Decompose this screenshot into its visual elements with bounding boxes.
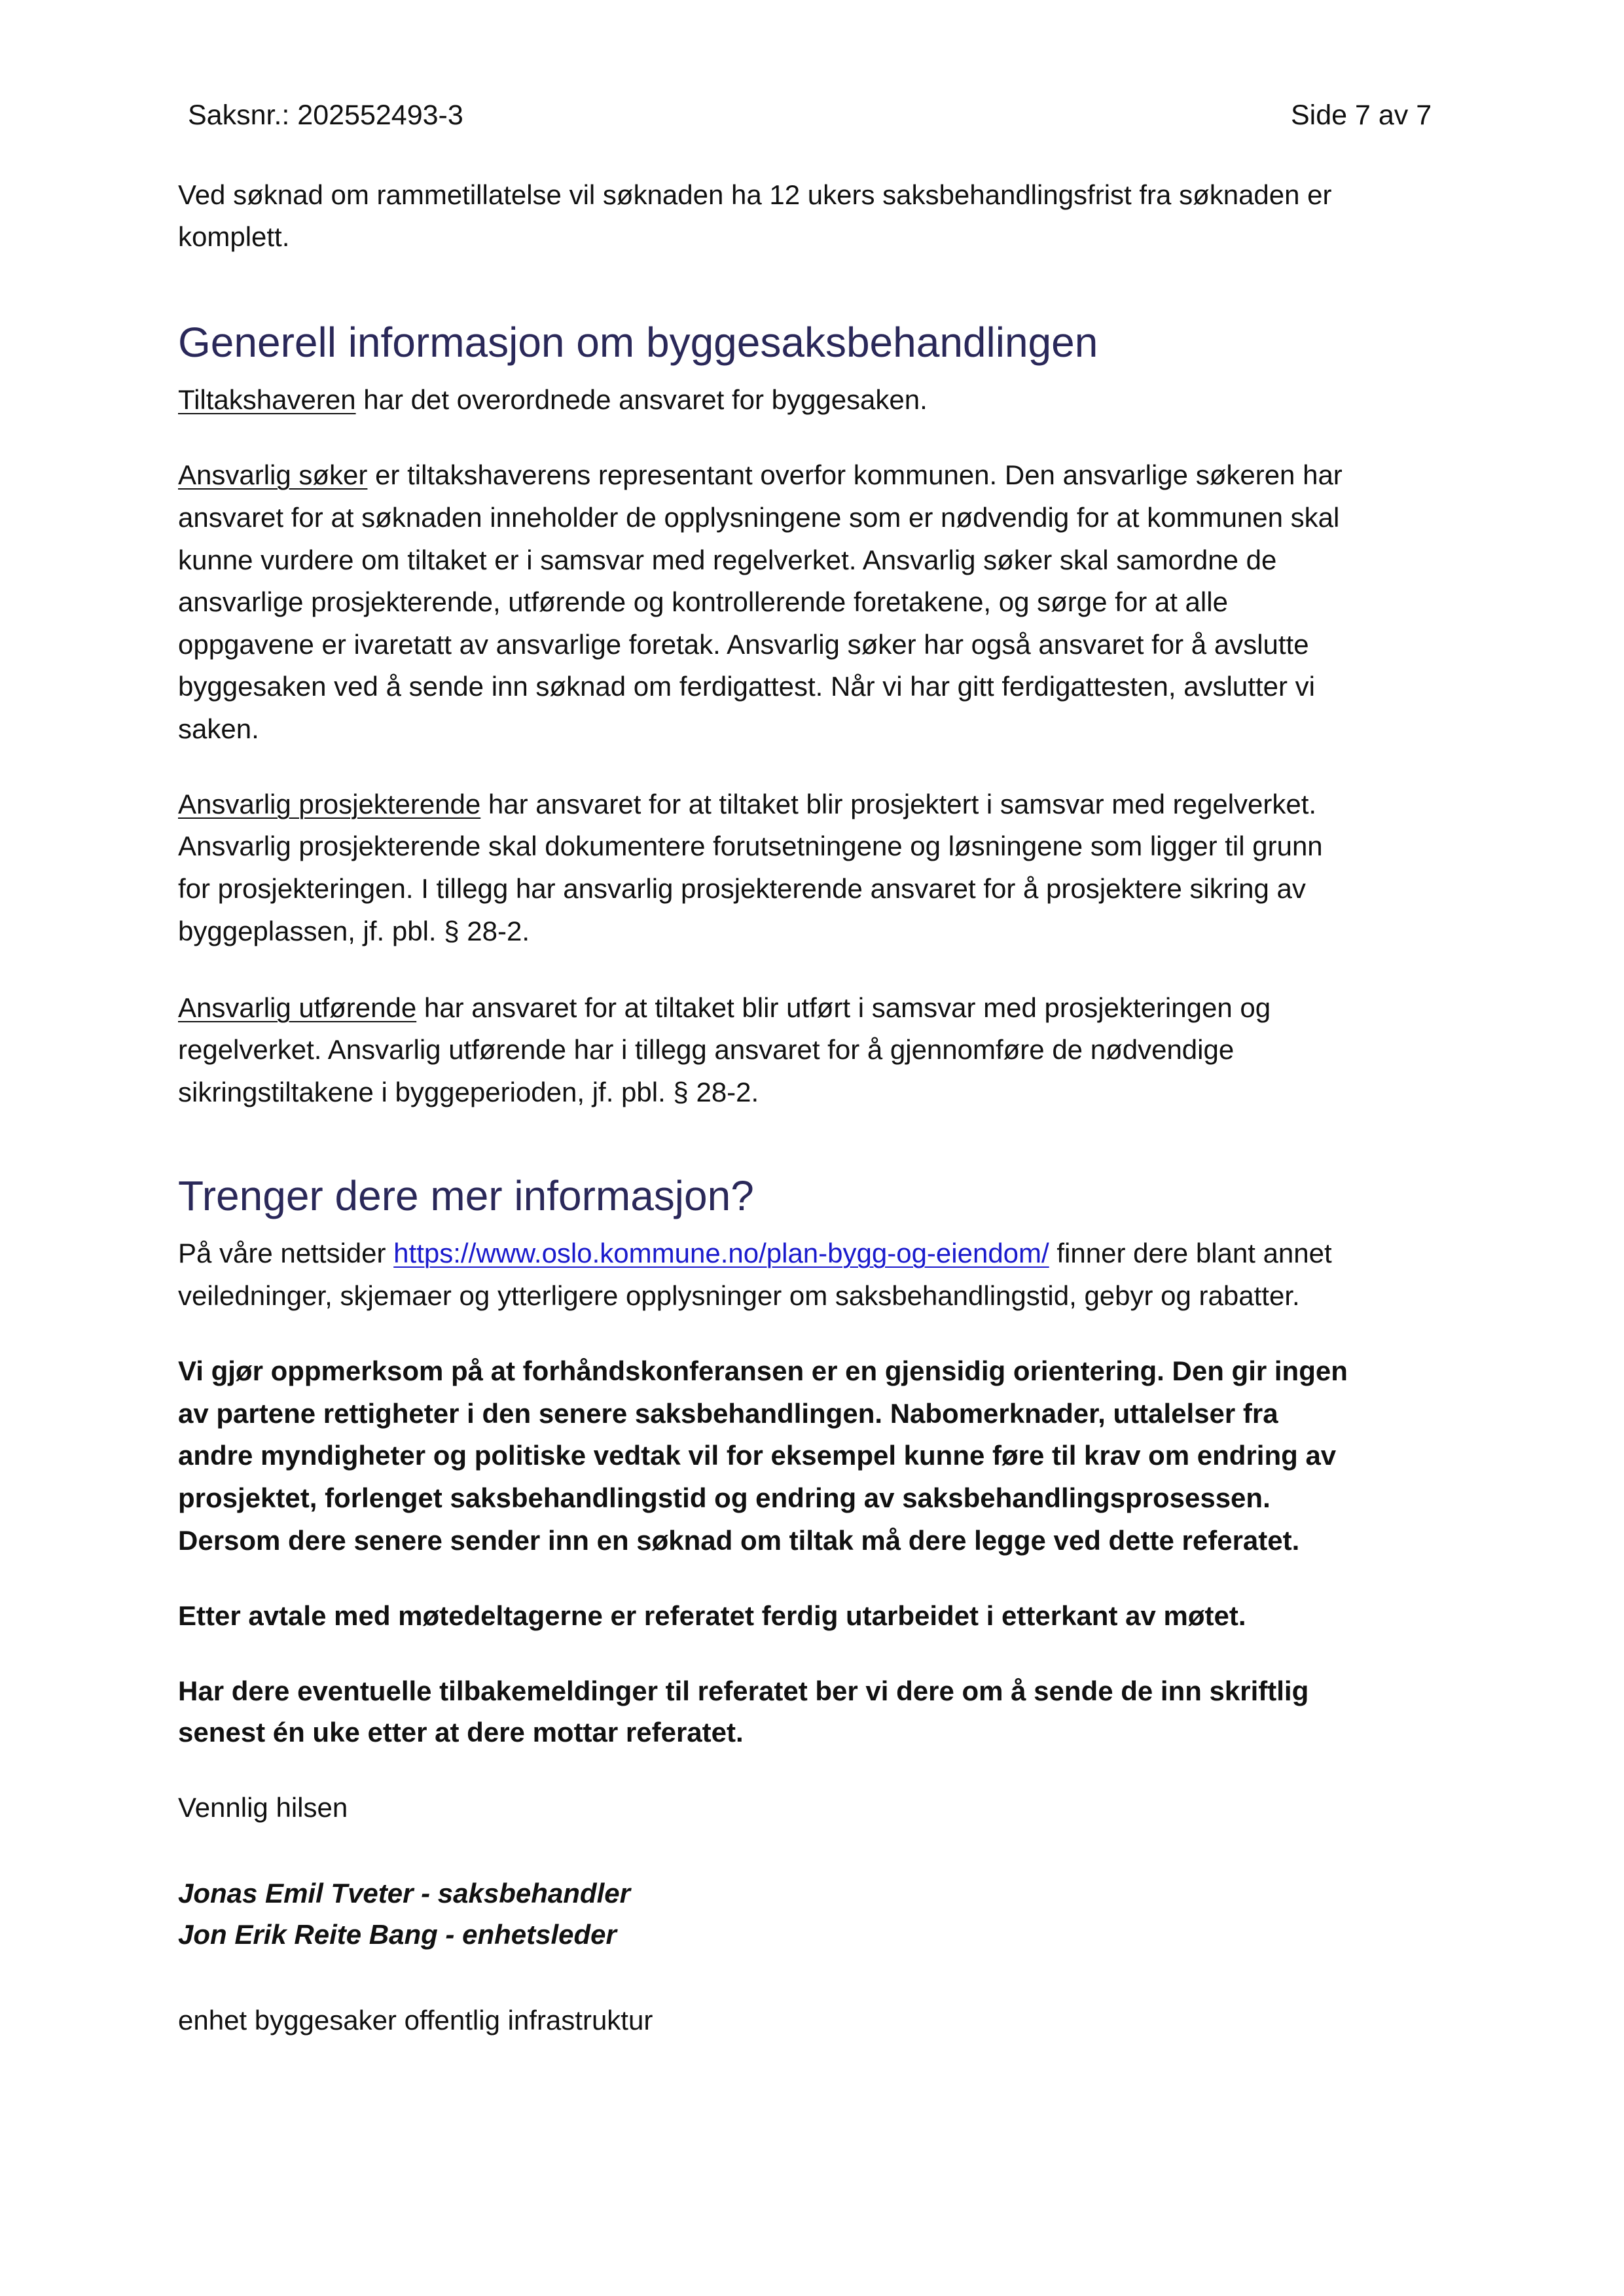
paragraph-line: sikringstiltakene i byggeperioden, jf. pbl. § 28-2.: [178, 1077, 759, 1107]
paragraph-line: byggeplassen, jf. pbl. § 28-2.: [178, 916, 530, 946]
feedback-line: Har dere eventuelle tilbakemeldinger til referatet ber vi dere om å sende de inn skriftlig: [178, 1676, 1309, 1706]
paragraph-line: regelverket. Ansvarlig utførende har i tillegg ansvaret for å gjennomføre de nødvendige: [178, 1034, 1235, 1065]
notice-line: prosjektet, forlenget saksbehandlingstid og endring av saksbehandlingsprosessen.: [178, 1482, 1271, 1513]
paragraph-line: byggesaken ved å sende inn søknad om ferdigattest. Når vi har gitt ferdigattesten, avslutter vi: [178, 671, 1315, 702]
agreement-line: Etter avtale med møtedeltagerne er referatet ferdig utarbeidet i etterkant av møtet.: [178, 1600, 1246, 1631]
unit-name: enhet byggesaker offentlig infrastruktur: [178, 2005, 653, 2036]
notice-line: av partene rettigheter i den senere saksbehandlingen. Nabomerknader, uttalelser fra: [178, 1398, 1278, 1429]
case-number: Saksnr.: 202552493-3: [188, 99, 463, 131]
intro-line: komplett.: [178, 221, 290, 252]
page-indicator: Side 7 av 7: [1291, 99, 1432, 131]
paragraph-line: for prosjekteringen. I tillegg har ansvarlig prosjekterende ansvaret for å prosjektere sikring av: [178, 873, 1306, 904]
paragraph-tiltakshaver: [178, 379, 928, 421]
paragraph-text: har det overordnede ansvaret for byggesaken.: [355, 384, 928, 415]
section-heading-general: Generell informasjon om byggesaksbehandlingen: [178, 319, 1098, 366]
term-ansvarlig-utforende: Ansvarlig utførende: [178, 992, 417, 1023]
paragraph-text: har ansvaret for at tiltaket blir utført i samsvar med prosjekteringen og: [416, 992, 1271, 1023]
paragraph-text: har ansvaret for at tiltaket blir prosjektert i samsvar med regelverket.: [480, 789, 1317, 819]
term-ansvarlig-prosjekterende: Ansvarlig prosjekterende: [178, 789, 481, 819]
paragraph-line: Ansvarlig prosjekterende skal dokumentere forutsetningene og løsningene som ligger til grunn: [178, 831, 1323, 861]
notice-line: andre myndigheter og politiske vedtak vil for eksempel kunne føre til krav om endring av: [178, 1440, 1337, 1471]
paragraph-text: er tiltakshaverens representant overfor kommunen. Den ansvarlige søkeren har: [367, 459, 1343, 490]
feedback-line: senest én uke etter at dere mottar referatet.: [178, 1717, 744, 1748]
oslo-kommune-link[interactable]: https://www.oslo.kommune.no/plan-bygg-og-eiendom/: [393, 1238, 1049, 1268]
term-ansvarlig-soker: Ansvarlig søker: [178, 459, 368, 490]
paragraph-line: oppgavene er ivaretatt av ansvarlige foretak. Ansvarlig søker har også ansvaret for å avslutte: [178, 629, 1309, 660]
signatory-unit-leader: Jon Erik Reite Bang - enhetsleder: [178, 1919, 617, 1950]
paragraph-ansvarlig-prosjekterende: [178, 783, 1316, 825]
more-info-suffix: finner dere blant annet: [1049, 1238, 1332, 1268]
closing-greeting: Vennlig hilsen: [178, 1792, 348, 1823]
paragraph-ansvarlig-utforende: [178, 987, 1271, 1029]
more-info-line: veiledninger, skjemaer og ytterligere opplysninger om saksbehandlingstid, gebyr og rabatter.: [178, 1280, 1300, 1311]
paragraph-line: kunne vurdere om tiltaket er i samsvar med regelverket. Ansvarlig søker skal samordne de: [178, 545, 1277, 575]
more-info-prefix: På våre nettsider: [178, 1238, 394, 1268]
paragraph-line: ansvaret for at søknaden inneholder de opplysningene som er nødvendig for at kommunen skal: [178, 502, 1340, 533]
intro-line: Ved søknad om rammetillatelse vil søknaden ha 12 ukers saksbehandlingsfrist fra søknaden er: [178, 179, 1332, 210]
term-tiltakshaveren: Tiltakshaveren: [178, 384, 356, 415]
signatory-caseworker: Jonas Emil Tveter - saksbehandler: [178, 1878, 630, 1909]
paragraph-ansvarlig-soker: [178, 454, 1343, 496]
notice-line: Dersom dere senere sender inn en søknad om tiltak må dere legge ved dette referatet.: [178, 1525, 1300, 1556]
section-heading-more-info: Trenger dere mer informasjon?: [178, 1172, 754, 1219]
paragraph-line: saken.: [178, 713, 259, 744]
notice-line: Vi gjør oppmerksom på at forhåndskonferansen er en gjensidig orientering. Den gir ingen: [178, 1355, 1348, 1386]
paragraph-line: ansvarlige prosjekterende, utførende og kontrollerende foretakene, og sørge for at alle: [178, 586, 1228, 617]
more-info-line: [178, 1232, 1332, 1274]
